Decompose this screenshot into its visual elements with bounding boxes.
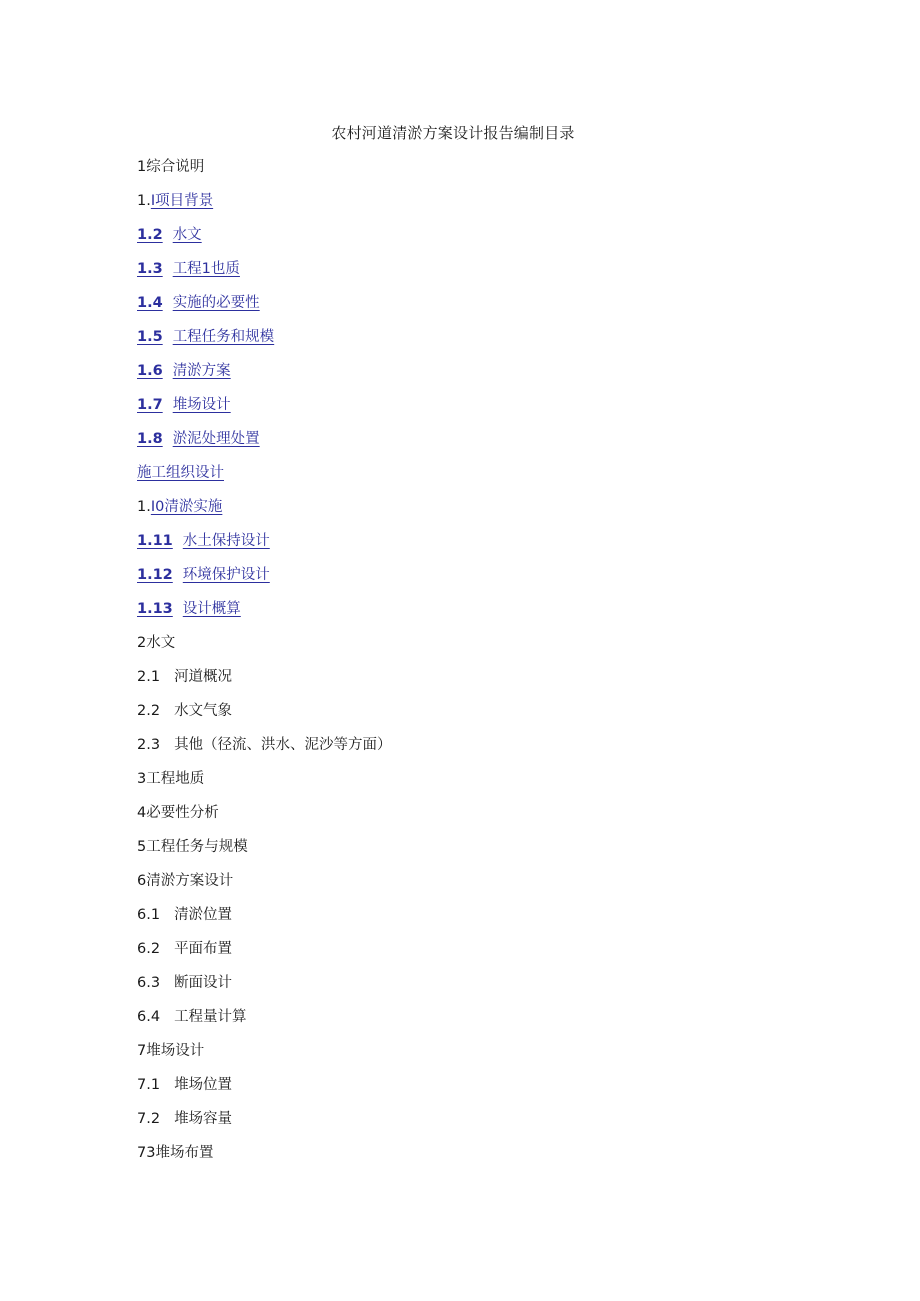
toc-item-label: 河道概况 [174,669,233,685]
toc-item-label: 清淤位置 [174,907,233,923]
toc-section-4 [137,802,837,836]
toc-item-number: 6.3 [137,975,161,991]
toc-section-label: 6清淤方案设计 [137,873,234,889]
toc-item-6-1 [137,904,837,938]
toc-item-number[interactable]: 1.3 [137,261,163,277]
toc-item-1-1[interactable] [137,190,837,224]
toc-item-2-3 [137,734,837,768]
toc-section-label: 4必要性分析 [137,805,219,821]
table-of-contents [137,156,837,1176]
toc-item-6-3 [137,972,837,1006]
toc-section-label: 1综合说明 [137,159,205,175]
toc-item-2-1 [137,666,837,700]
toc-item-number[interactable]: 1.6 [137,363,163,379]
toc-link[interactable]: 施工组织设计 [137,465,224,481]
toc-item-number: 7.1 [137,1077,161,1093]
toc-section-7 [137,1040,837,1074]
toc-item-number: 6.2 [137,941,161,957]
toc-link[interactable]: 工程1也质 [172,261,240,277]
toc-item-number[interactable]: 1.7 [137,397,163,413]
toc-item-1-12[interactable] [137,564,837,598]
toc-item-number: 6.1 [137,907,161,923]
toc-link[interactable]: 实施的必要性 [172,295,260,311]
toc-link[interactable]: 水土保持设计 [182,533,270,549]
toc-link[interactable]: 堆场设计 [172,397,231,413]
toc-item-label: 水文气象 [174,703,233,719]
toc-item-number: 6.4 [137,1009,161,1025]
toc-item-7-1 [137,1074,837,1108]
toc-section-label: 7堆场设计 [137,1043,205,1059]
toc-item-number[interactable]: 1.12 [137,567,173,583]
toc-item-number: 2.2 [137,703,161,719]
toc-link[interactable]: 淤泥处理处置 [172,431,260,447]
toc-item-number[interactable]: 1.11 [137,533,173,549]
toc-item-number: 2.1 [137,669,161,685]
toc-item-1-11[interactable] [137,530,837,564]
toc-item-2-2 [137,700,837,734]
toc-item-7-2 [137,1108,837,1142]
toc-section-label: 5工程任务与规模 [137,839,248,855]
toc-item-label: 平面布置 [174,941,233,957]
toc-item-prefix: 1. [137,499,151,515]
toc-item-1-7[interactable] [137,394,837,428]
toc-link[interactable]: I0清淤实施 [150,499,223,515]
toc-item-1-13[interactable] [137,598,837,632]
toc-item-1-6[interactable] [137,360,837,394]
toc-item-label: 堆场容量 [174,1111,233,1127]
toc-item-number: 7.2 [137,1111,161,1127]
toc-link[interactable]: I项目背景 [150,193,214,209]
toc-item-label: 堆场位置 [174,1077,233,1093]
toc-item-1-4[interactable] [137,292,837,326]
toc-link[interactable]: 工程任务和规模 [172,329,275,345]
toc-item-1-3[interactable] [137,258,837,292]
toc-item-1-10[interactable] [137,496,837,530]
toc-item-label: 其他（径流、洪水、泥沙等方面） [174,737,392,753]
toc-section-1 [137,156,837,190]
toc-item-1-8[interactable] [137,428,837,462]
toc-item-number: 2.3 [137,737,161,753]
toc-item-7-3 [137,1142,837,1176]
toc-item-1-9[interactable] [137,462,837,496]
toc-item-number[interactable]: 1.2 [137,227,163,243]
toc-item-number[interactable]: 1.13 [137,601,173,617]
toc-item-label: 工程量计算 [174,1009,247,1025]
toc-item-1-5[interactable] [137,326,837,360]
document-title: 农村河道清淤方案设计报告编制目录 [331,124,575,142]
toc-item-6-2 [137,938,837,972]
toc-item-label: 断面设计 [174,975,233,991]
toc-item-label: 73堆场布置 [137,1145,214,1161]
toc-link[interactable]: 水文 [172,227,202,243]
toc-link[interactable]: 环境保护设计 [182,567,270,583]
toc-section-6 [137,870,837,904]
toc-item-prefix: 1. [137,193,151,209]
toc-item-number[interactable]: 1.8 [137,431,163,447]
toc-section-label: 2水文 [137,635,176,651]
toc-section-2 [137,632,837,666]
toc-section-3 [137,768,837,802]
toc-item-number[interactable]: 1.4 [137,295,163,311]
toc-link[interactable]: 清淤方案 [172,363,231,379]
toc-link[interactable]: 设计概算 [182,601,241,617]
toc-item-6-4 [137,1006,837,1040]
toc-section-5 [137,836,837,870]
toc-item-1-2[interactable] [137,224,837,258]
toc-section-label: 3工程地质 [137,771,205,787]
toc-item-number[interactable]: 1.5 [137,329,163,345]
